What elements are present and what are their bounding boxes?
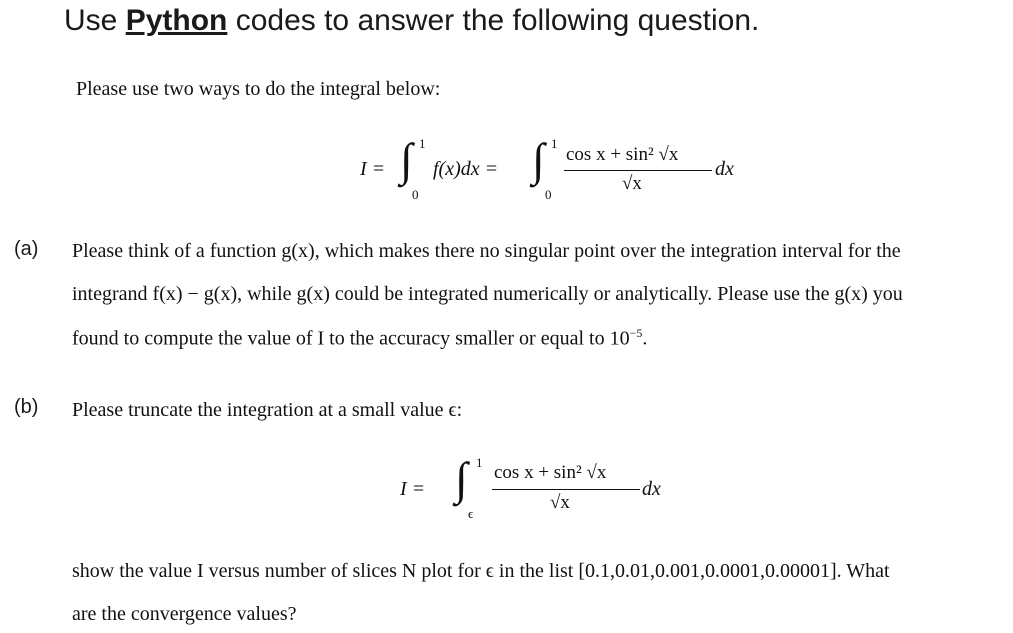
eq2-integral-sign: ∫ [455, 453, 468, 504]
eq2-fraction-bar [492, 489, 640, 490]
heading-suffix: codes to answer the following question. [227, 4, 760, 37]
eq1-integral-sign-1: ∫ [400, 134, 413, 185]
part-a-line-3-text: found to compute the value of I to the accuracy smaller or equal to 10 [72, 327, 630, 350]
eq1-upper-limit-1: 1 [419, 136, 426, 151]
eq1-dx: dx [715, 158, 734, 180]
eq2-lower-limit: ϵ [468, 506, 474, 521]
part-a-line-3-end: . [642, 327, 648, 350]
eq2-denominator: √x [550, 492, 570, 513]
page-heading [64, 4, 759, 38]
intro-text: Please use two ways to do the integral below: [76, 78, 441, 100]
part-a-exponent: −5 [629, 326, 643, 340]
eq1-numerator: cos x + sin² √x [566, 144, 679, 165]
part-b-line-1: Please truncate the integration at a small value ϵ: [72, 399, 463, 421]
eq1-fraction-bar [564, 170, 712, 171]
part-a-line-1: Please think of a function g(x), which makes there no singular point over the integration interval for the [72, 240, 901, 262]
part-a-line-3 [72, 326, 647, 351]
part-b-label: (b) [14, 396, 39, 418]
heading-emphasis: Python [125, 4, 228, 37]
eq1-lhs: I = [360, 158, 386, 180]
eq1-upper-limit-2: 1 [551, 136, 558, 151]
eq2-numerator: cos x + sin² √x [494, 462, 607, 483]
eq1-lower-limit-1: 0 [412, 187, 419, 202]
part-a-line-2: integrand f(x) − g(x), while g(x) could be integrated numerically or analytically. Please use the g(x) you [72, 283, 903, 305]
eq1-middle: f(x)dx = [433, 158, 499, 180]
part-b-line-2: show the value I versus number of slices N plot for ϵ in the list [0.1,0.01,0.001,0.0001,0.00001]. What [72, 560, 890, 582]
eq1-integral-sign-2: ∫ [532, 134, 545, 185]
part-a-label: (a) [14, 238, 39, 260]
part-b-line-3: are the convergence values? [72, 603, 297, 625]
eq1-denominator: √x [622, 173, 642, 194]
eq2-upper-limit: 1 [476, 455, 483, 470]
heading-prefix: Use [64, 4, 126, 37]
eq2-dx: dx [642, 478, 661, 500]
eq1-lower-limit-2: 0 [545, 187, 552, 202]
eq2-lhs: I = [400, 478, 426, 500]
